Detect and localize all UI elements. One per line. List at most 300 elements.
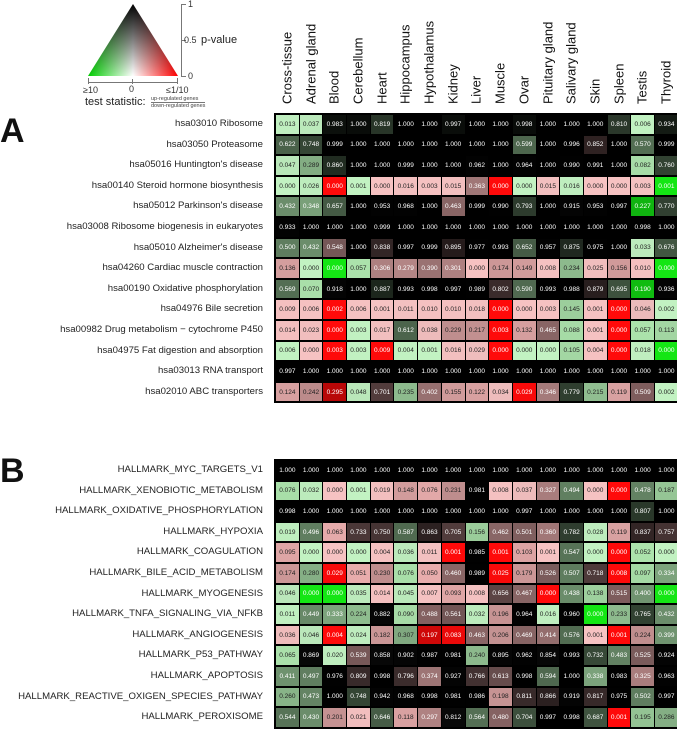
- heatmap-cell: 0.811: [513, 688, 536, 707]
- heatmap-cell: 0.993: [489, 239, 512, 258]
- row-label: hsa03008 Ribosome biogenesis in eukaryotes: [66, 221, 263, 232]
- heatmap-cell: 0.046: [276, 585, 299, 604]
- column-header-label: Pituitary gland: [540, 21, 556, 104]
- heatmap-cell: 0.338: [584, 667, 607, 686]
- color-legend: [0, 0, 260, 112]
- heatmap-cell: 0.095: [276, 543, 299, 562]
- column-header-label: Cross-tissue: [279, 31, 295, 104]
- heatmap-cell: 0.174: [276, 564, 299, 583]
- column-header-label: Skin: [587, 78, 603, 104]
- heatmap-cell: 0.919: [560, 688, 583, 707]
- heatmap-cell: 1.000: [442, 502, 465, 521]
- row-label: hsa05010 Alzheimer's disease: [133, 241, 263, 253]
- heatmap-cell: 0.000: [323, 482, 346, 501]
- heatmap-cell: 0.006: [631, 115, 654, 134]
- heatmap-row: [275, 625, 677, 646]
- heatmap-cell: 0.001: [347, 482, 370, 501]
- heatmap-cell: 0.996: [560, 136, 583, 155]
- heatmap-cell: 1.000: [442, 156, 465, 175]
- heatmap-cell: 0.860: [323, 156, 346, 175]
- heatmap-cell: 1.000: [466, 218, 489, 237]
- heatmap-cell: 0.793: [513, 197, 536, 216]
- heatmap-cell: 1.000: [394, 461, 417, 480]
- heatmap-cell: 0.010: [418, 300, 441, 319]
- heatmap-cell: 0.465: [537, 321, 560, 340]
- heatmap-cell: 1.000: [608, 156, 631, 175]
- heatmap-cell: 0.003: [631, 177, 654, 196]
- heatmap-row: [275, 542, 677, 563]
- heatmap-cell: 0.227: [631, 197, 654, 216]
- heatmap-cell: 0.070: [300, 280, 323, 299]
- heatmap-cell: 1.000: [537, 461, 560, 480]
- heatmap-cell: 0.014: [276, 321, 299, 340]
- heatmap-cell: 0.960: [560, 605, 583, 624]
- heatmap-cell: 0.942: [371, 688, 394, 707]
- heatmap-row: [275, 481, 677, 502]
- heatmap-cell: 0.819: [371, 115, 394, 134]
- heatmap-cell: 0.113: [655, 321, 677, 340]
- heatmap-cell: 1.000: [466, 136, 489, 155]
- row-label: hsa05012 Parkinson's disease: [133, 200, 263, 212]
- column-header: [607, 0, 631, 110]
- heatmap-cell: 0.233: [608, 605, 631, 624]
- heatmap-cell: 1.000: [347, 136, 370, 155]
- heatmap-row: [275, 217, 677, 238]
- heatmap-row: [275, 341, 677, 362]
- heatmap-cell: 0.963: [655, 667, 677, 686]
- heatmap-cell: 0.198: [489, 688, 512, 707]
- heatmap-cell: 0.046: [631, 300, 654, 319]
- heatmap-cell: 0.037: [300, 115, 323, 134]
- heatmap-cell: 1.000: [394, 136, 417, 155]
- heatmap-cell: 0.021: [347, 708, 370, 727]
- heatmap-cell: 0.018: [466, 300, 489, 319]
- heatmap-cell: 0.000: [584, 177, 607, 196]
- heatmap-cell: 0.414: [537, 626, 560, 645]
- heatmap-cell: 0.463: [466, 626, 489, 645]
- column-header-label: Kidney: [445, 64, 461, 104]
- heatmap-cell: 0.997: [655, 688, 677, 707]
- heatmap-cell: 0.360: [537, 523, 560, 542]
- heatmap-cell: 1.000: [513, 362, 536, 381]
- heatmap-cell: 0.206: [489, 626, 512, 645]
- heatmap-cell: 0.190: [631, 280, 654, 299]
- heatmap-cell: 0.001: [489, 543, 512, 562]
- heatmap-cell: 0.879: [584, 280, 607, 299]
- pvalue-tick: [181, 76, 186, 77]
- heatmap-cell: 1.000: [347, 115, 370, 134]
- heatmap-cell: 0.156: [608, 259, 631, 278]
- heatmap-cell: 0.997: [537, 708, 560, 727]
- heatmap-cell: 0.019: [276, 523, 299, 542]
- heatmap-cell: 1.000: [418, 156, 441, 175]
- row-label: HALLMARK_REACTIVE_OXIGEN_SPECIES_PATHWAY: [18, 690, 263, 702]
- heatmap-row: [275, 299, 677, 320]
- heatmap-cell: 0.034: [489, 383, 512, 402]
- heatmap-cell: 0.001: [537, 543, 560, 562]
- heatmap-cell: 1.000: [608, 218, 631, 237]
- heatmap-cell: 0.000: [276, 177, 299, 196]
- heatmap-cell: 1.000: [489, 461, 512, 480]
- heatmap-cell: 0.000: [323, 543, 346, 562]
- heatmap-cell: 0.018: [631, 342, 654, 361]
- column-header-label: Thyroid: [658, 60, 674, 104]
- heatmap-cell: 0.017: [371, 321, 394, 340]
- heatmap-cell: 0.902: [394, 646, 417, 665]
- heatmap-row: [275, 279, 677, 300]
- heatmap-cell: 0.997: [442, 115, 465, 134]
- heatmap-cell: 0.449: [300, 605, 323, 624]
- heatmap-cell: 0.033: [631, 239, 654, 258]
- heatmap-row: [275, 563, 677, 584]
- heatmap-cell: 0.469: [513, 626, 536, 645]
- heatmap-cell: 0.011: [418, 543, 441, 562]
- row-label: hsa00190 Oxidative phosphorylation: [107, 282, 263, 294]
- column-header: [299, 0, 323, 110]
- row-label: hsa03013 RNA transport: [157, 365, 263, 377]
- pvalue-tick: [181, 4, 186, 5]
- row-label: HALLMARK_COAGULATION: [136, 546, 263, 558]
- heatmap-cell: 0.704: [513, 708, 536, 727]
- heatmap-cell: 1.000: [608, 502, 631, 521]
- heatmap-cell: 0.594: [537, 667, 560, 686]
- heatmap-cell: 1.000: [466, 502, 489, 521]
- heatmap-cell: 0.882: [371, 605, 394, 624]
- heatmap-cell: 0.325: [631, 667, 654, 686]
- heatmap-cell: 0.000: [323, 321, 346, 340]
- heatmap-cell: 1.000: [347, 197, 370, 216]
- heatmap-cell: 0.432: [300, 239, 323, 258]
- heatmap-cell: 0.488: [418, 605, 441, 624]
- heatmap-cell: 1.000: [276, 461, 299, 480]
- heatmap-cell: 0.000: [655, 585, 677, 604]
- heatmap-cell: 0.863: [418, 523, 441, 542]
- heatmap-cell: 0.065: [276, 646, 299, 665]
- heatmap-cell: 0.001: [442, 543, 465, 562]
- heatmap-cell: 0.757: [655, 523, 677, 542]
- heatmap-cell: 0.496: [300, 523, 323, 542]
- heatmap-cell: 0.812: [442, 708, 465, 727]
- heatmap-row: [275, 135, 677, 156]
- stat-tick: [177, 78, 178, 84]
- heatmap-cell: 0.057: [631, 321, 654, 340]
- row-label: HALLMARK_TNFA_SIGNALING_VIA_NFKB: [72, 608, 263, 620]
- heatmap-cell: 0.807: [631, 502, 654, 521]
- heatmap-cell: 1.000: [466, 115, 489, 134]
- heatmap-cell: 1.000: [371, 362, 394, 381]
- heatmap-cell: 0.998: [560, 708, 583, 727]
- heatmap-cell: 0.000: [608, 482, 631, 501]
- heatmap-cell: 0.500: [276, 239, 299, 258]
- heatmap-cell: 0.003: [323, 342, 346, 361]
- heatmap-cell: 1.000: [442, 218, 465, 237]
- heatmap-cell: 0.057: [347, 259, 370, 278]
- heatmap-cell: 1.000: [323, 502, 346, 521]
- heatmap-cell: 0.438: [560, 585, 583, 604]
- heatmap-cell: 1.000: [584, 362, 607, 381]
- heatmap-cell: 0.008: [608, 564, 631, 583]
- heatmap-row: [275, 176, 677, 197]
- heatmap-cell: 0.652: [513, 239, 536, 258]
- heatmap-cell: 0.997: [276, 362, 299, 381]
- heatmap-cell: 0.001: [608, 626, 631, 645]
- heatmap-cell: 0.036: [276, 626, 299, 645]
- heatmap-cell: 0.985: [466, 543, 489, 562]
- heatmap-cell: 0.999: [394, 156, 417, 175]
- heatmap-cell: 0.561: [442, 605, 465, 624]
- heatmap-cell: 1.000: [489, 502, 512, 521]
- heatmap-cell: 0.525: [631, 646, 654, 665]
- heatmap-cell: 0.802: [489, 280, 512, 299]
- heatmap-cell: 0.002: [323, 300, 346, 319]
- stat-tick-label: ≤1/10: [166, 85, 189, 95]
- heatmap-cell: 0.155: [442, 383, 465, 402]
- heatmap-cell: 1.000: [394, 218, 417, 237]
- heatmap-row: [275, 258, 677, 279]
- heatmap-cell: 0.998: [513, 667, 536, 686]
- heatmap-cell: 0.307: [394, 626, 417, 645]
- heatmap-cell: 0.011: [276, 605, 299, 624]
- stat-tick: [88, 78, 89, 84]
- column-header-label: Blood: [326, 70, 342, 104]
- heatmap-cell: 1.000: [300, 218, 323, 237]
- row-label: HALLMARK_MYOGENESIS: [141, 587, 263, 599]
- column-header-label: Hypothalamus: [421, 20, 437, 104]
- heatmap-cell: 0.097: [631, 564, 654, 583]
- column-header-label: Adrenal gland: [303, 23, 319, 104]
- heatmap-cell: 0.400: [631, 585, 654, 604]
- heatmap-cell: 0.463: [442, 197, 465, 216]
- heatmap-cell: 0.997: [608, 197, 631, 216]
- heatmap-cell: 0.998: [276, 502, 299, 521]
- heatmap-cell: 0.001: [347, 177, 370, 196]
- heatmap-cell: 0.810: [608, 115, 631, 134]
- heatmap-cell: 1.000: [466, 461, 489, 480]
- heatmap-cell: 0.000: [584, 605, 607, 624]
- heatmap-cell: 0.301: [442, 259, 465, 278]
- heatmap-cell: 0.399: [655, 626, 677, 645]
- heatmap-cell: 0.047: [276, 156, 299, 175]
- heatmap-b: [274, 459, 677, 729]
- heatmap-cell: 0.509: [631, 383, 654, 402]
- heatmap-cell: 0.613: [489, 667, 512, 686]
- row-label: HALLMARK_MYC_TARGETS_V1: [117, 464, 263, 475]
- heatmap-cell: 1.000: [300, 502, 323, 521]
- heatmap-cell: 0.001: [418, 342, 441, 361]
- heatmap-cell: 0.076: [276, 482, 299, 501]
- heatmap-cell: 1.000: [537, 362, 560, 381]
- heatmap-row: [275, 238, 677, 259]
- panel-label-b: B: [0, 452, 25, 490]
- heatmap-cell: 1.000: [323, 688, 346, 707]
- heatmap-cell: 0.838: [371, 239, 394, 258]
- heatmap-cell: 1.000: [537, 156, 560, 175]
- heatmap-cell: 0.000: [655, 259, 677, 278]
- heatmap-cell: 0.004: [584, 342, 607, 361]
- heatmap-cell: 0.008: [537, 259, 560, 278]
- heatmap-row: [275, 155, 677, 176]
- heatmap-cell: 0.001: [584, 321, 607, 340]
- heatmap-row: [275, 196, 677, 217]
- heatmap-cell: 1.000: [537, 136, 560, 155]
- column-header: [346, 0, 370, 110]
- column-header: [275, 0, 299, 110]
- heatmap-cell: 0.032: [466, 605, 489, 624]
- heatmap-cell: 0.854: [537, 646, 560, 665]
- heatmap-cell: 0.000: [608, 177, 631, 196]
- row-label: hsa03050 Proteasome: [166, 138, 263, 150]
- heatmap-cell: 1.000: [347, 461, 370, 480]
- heatmap-cell: 0.779: [560, 383, 583, 402]
- heatmap-cell: 0.016: [537, 605, 560, 624]
- heatmap-cell: 0.983: [608, 667, 631, 686]
- heatmap-row: [275, 114, 677, 135]
- heatmap-cell: 0.733: [347, 523, 370, 542]
- heatmap-cell: 1.000: [489, 156, 512, 175]
- heatmap-cell: 0.478: [631, 482, 654, 501]
- heatmap-cell: 0.817: [584, 688, 607, 707]
- heatmap-cell: 0.000: [608, 321, 631, 340]
- heatmap-cell: 0.010: [631, 259, 654, 278]
- heatmap-a: [274, 113, 677, 403]
- heatmap-cell: 0.999: [466, 197, 489, 216]
- heatmap-cell: 0.037: [513, 482, 536, 501]
- heatmap-cell: 0.088: [560, 321, 583, 340]
- heatmap-cell: 0.090: [394, 605, 417, 624]
- heatmap-cell: 1.000: [323, 461, 346, 480]
- heatmap-cell: 0.000: [608, 300, 631, 319]
- heatmap-cell: 0.051: [347, 564, 370, 583]
- column-header: [559, 0, 583, 110]
- heatmap-cell: 0.035: [347, 585, 370, 604]
- heatmap-row: [275, 707, 677, 728]
- heatmap-cell: 0.548: [323, 239, 346, 258]
- heatmap-cell: 1.000: [442, 362, 465, 381]
- heatmap-cell: 0.964: [513, 156, 536, 175]
- heatmap-cell: 1.000: [442, 136, 465, 155]
- heatmap-cell: 0.687: [584, 708, 607, 727]
- column-header: [583, 0, 607, 110]
- heatmap-cell: 0.590: [513, 280, 536, 299]
- heatmap-cell: 0.539: [347, 646, 370, 665]
- row-label: hsa02010 ABC transporters: [145, 385, 263, 397]
- heatmap-cell: 1.000: [513, 461, 536, 480]
- row-label: HALLMARK_BILE_ACID_METABOLISM: [89, 567, 263, 578]
- column-header-label: Testis: [634, 70, 650, 104]
- heatmap-cell: 0.858: [371, 646, 394, 665]
- heatmap-cell: 0.138: [584, 585, 607, 604]
- heatmap-cell: 1.000: [323, 218, 346, 237]
- heatmap-cell: 0.473: [300, 688, 323, 707]
- heatmap-cell: 0.000: [537, 585, 560, 604]
- heatmap-cell: 0.240: [466, 646, 489, 665]
- heatmap-cell: 1.000: [631, 362, 654, 381]
- heatmap-cell: 0.001: [655, 177, 677, 196]
- heatmap-cell: 1.000: [347, 218, 370, 237]
- heatmap-cell: 0.136: [276, 259, 299, 278]
- row-label: hsa03010 Ribosome: [174, 118, 263, 129]
- heatmap-cell: 0.000: [584, 543, 607, 562]
- heatmap-cell: 0.000: [537, 342, 560, 361]
- heatmap-cell: 1.000: [347, 239, 370, 258]
- heatmap-cell: 0.000: [513, 300, 536, 319]
- row-label: HALLMARK_PEROXISOME: [141, 711, 263, 723]
- heatmap-cell: 1.000: [347, 156, 370, 175]
- heatmap-cell: 0.497: [300, 667, 323, 686]
- heatmap-cell: 0.411: [276, 667, 299, 686]
- stat-tick-label: 0: [129, 84, 135, 94]
- heatmap-cell: 0.599: [513, 136, 536, 155]
- heatmap-cell: 0.000: [300, 259, 323, 278]
- heatmap-cell: 1.000: [371, 461, 394, 480]
- heatmap-cell: 0.004: [371, 543, 394, 562]
- heatmap-cell: 0.197: [418, 626, 441, 645]
- heatmap-cell: 0.105: [560, 342, 583, 361]
- heatmap-cell: 0.016: [442, 342, 465, 361]
- heatmap-cell: 0.852: [584, 136, 607, 155]
- pvalue-tick-label: 1: [188, 0, 194, 9]
- heatmap-cell: 0.809: [347, 667, 370, 686]
- heatmap-cell: 1.000: [347, 502, 370, 521]
- heatmap-cell: 0.174: [489, 259, 512, 278]
- heatmap-cell: 1.000: [300, 461, 323, 480]
- heatmap-cell: 1.000: [371, 136, 394, 155]
- column-header: [654, 0, 677, 110]
- test-statistic-label: test statistic:: [85, 96, 146, 108]
- heatmap-cell: 1.000: [394, 362, 417, 381]
- heatmap-cell: 0.156: [466, 523, 489, 542]
- heatmap-cell: 0.076: [418, 482, 441, 501]
- heatmap-cell: 0.987: [418, 646, 441, 665]
- heatmap-cell: 0.866: [537, 688, 560, 707]
- heatmap-cell: 0.705: [442, 523, 465, 542]
- heatmap-cell: 0.718: [584, 564, 607, 583]
- heatmap-cell: 1.000: [489, 115, 512, 134]
- heatmap-row: [275, 382, 677, 403]
- heatmap-cell: 0.612: [394, 321, 417, 340]
- heatmap-cell: 0.020: [323, 646, 346, 665]
- heatmap-row: [275, 361, 677, 382]
- heatmap-cell: 0.701: [371, 383, 394, 402]
- heatmap-cell: 0.622: [276, 136, 299, 155]
- heatmap-cell: 0.732: [584, 646, 607, 665]
- heatmap-cell: 0.507: [560, 564, 583, 583]
- heatmap-row: [275, 501, 677, 522]
- heatmap-cell: 0.132: [513, 321, 536, 340]
- heatmap-cell: 0.009: [276, 300, 299, 319]
- heatmap-cell: 0.076: [394, 564, 417, 583]
- fraction-numerator: up-regulated genes: [151, 96, 205, 103]
- heatmap-row: [275, 584, 677, 605]
- heatmap-cell: 0.230: [371, 564, 394, 583]
- heatmap-cell: 1.000: [655, 461, 677, 480]
- heatmap-cell: 0.003: [489, 321, 512, 340]
- heatmap-cell: 0.196: [489, 605, 512, 624]
- heatmap-cell: 1.000: [608, 362, 631, 381]
- heatmap-cell: 0.011: [394, 300, 417, 319]
- heatmap-cell: 0.001: [584, 300, 607, 319]
- heatmap-cell: 1.000: [418, 461, 441, 480]
- heatmap-cell: 0.000: [323, 177, 346, 196]
- heatmap-cell: 1.000: [608, 461, 631, 480]
- heatmap-cell: 0.000: [489, 300, 512, 319]
- heatmap-cell: 0.000: [371, 177, 394, 196]
- heatmap-cell: 0.989: [466, 280, 489, 299]
- heatmap-cell: 0.124: [276, 383, 299, 402]
- heatmap-cell: 0.998: [418, 280, 441, 299]
- heatmap-cell: 0.837: [631, 523, 654, 542]
- heatmap-cell: 0.019: [371, 482, 394, 501]
